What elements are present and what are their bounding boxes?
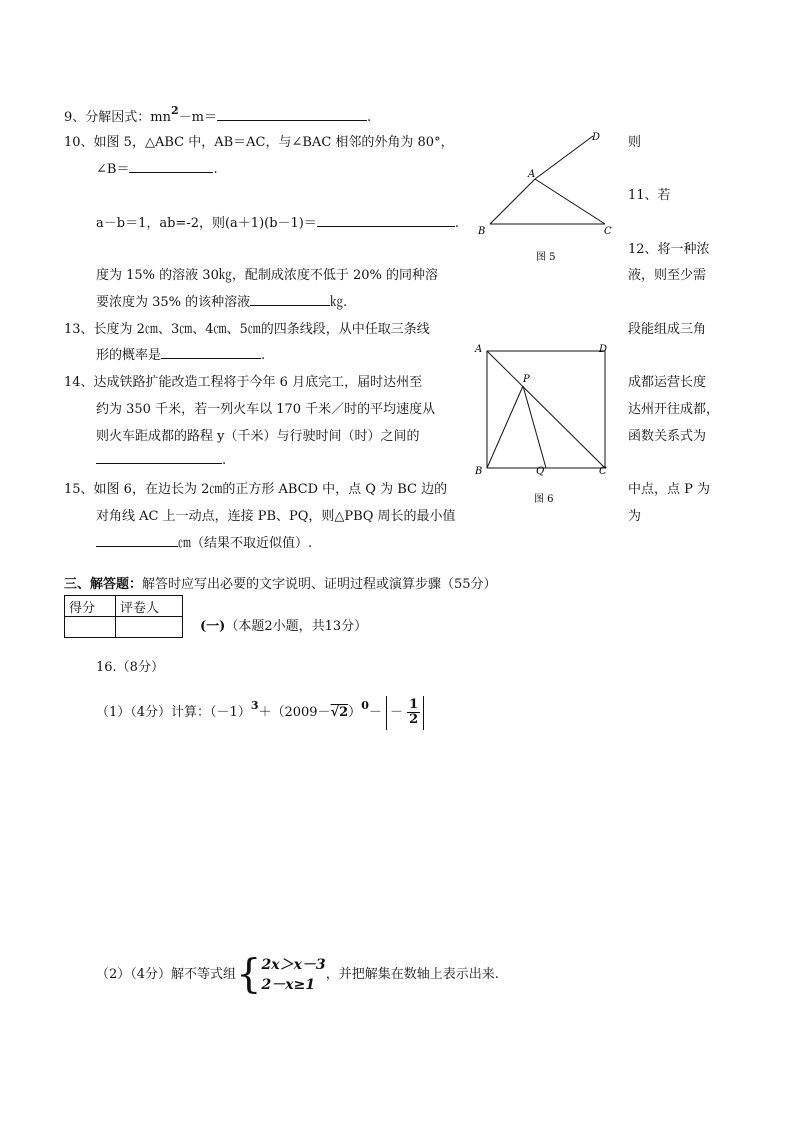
score-cell[interactable] <box>65 617 116 638</box>
q14-line3: 则火车距成都的路程 y（千米）与行驶时间（时）之间的 <box>96 429 420 444</box>
q11-right: 11、若 <box>628 188 671 203</box>
q10-end: . <box>213 162 218 177</box>
q10-answer-blank[interactable] <box>129 160 213 173</box>
question-9 <box>64 104 371 125</box>
section-3-heading <box>64 573 497 592</box>
q14-right2: 达州开往成都， <box>628 402 720 417</box>
q11-end: . <box>454 216 460 231</box>
q16-p1-sign: － <box>390 704 404 720</box>
q9-text: 9、分解因式：mn <box>64 110 171 125</box>
q16-p1-mid: ＋（2009－ <box>258 705 331 720</box>
figure-5 <box>470 126 630 266</box>
fig5-label-c: C <box>604 226 612 237</box>
q9-end: . <box>366 110 372 125</box>
q16-p1-denominator: 2 <box>409 711 419 727</box>
question-11 <box>96 212 459 231</box>
q16-part2 <box>96 952 499 998</box>
fig6-line-pb <box>487 386 523 468</box>
q15-answer-blank[interactable] <box>96 534 178 547</box>
q16-p1-minus: － <box>368 705 382 720</box>
fig5-label-a: A <box>528 169 536 180</box>
q16-p2-label: （2）（4分）解不等式组 <box>96 967 237 982</box>
q12-answer-blank[interactable] <box>250 293 330 306</box>
q16-p1-exp1: 3 <box>250 699 259 712</box>
q16-p2-system <box>262 955 326 995</box>
grader-cell[interactable] <box>116 617 183 638</box>
q12-right1: 12、将一种浓 <box>628 242 710 257</box>
q10-line1: 10、如图 5，△ABC 中，AB＝AC，与∠BAC 相邻的外角为 80°， <box>64 135 454 150</box>
q16-p1-sqrt: √2 <box>330 705 349 720</box>
grader-label: 评卷人 <box>116 596 183 617</box>
q13-line1: 13、长度为 2㎝、3㎝、4㎝、5㎝的四条线段，从中任取三条线 <box>64 322 430 337</box>
question-12-line2 <box>96 291 347 310</box>
q16-p2-rest: ，并把解集在数轴上表示出来. <box>325 967 499 982</box>
part-1-label: (一) <box>200 619 226 634</box>
q13-answer-blank[interactable] <box>161 346 261 359</box>
q13-end: . <box>261 348 266 363</box>
section-3-title: 三、解答题： <box>64 577 143 592</box>
fig5-label-d: D <box>592 132 601 143</box>
q12-line1: 度为 15% 的溶液 30㎏，配制成浓度不低于 20% 的同种溶 <box>96 268 438 283</box>
q16-p1-close: ） <box>348 705 362 720</box>
q9-exponent: 2 <box>170 104 179 117</box>
fig6-label-p: P <box>523 374 530 385</box>
question-15-line3 <box>96 532 312 551</box>
q10-line1-right: 则 <box>628 135 642 150</box>
q16-p2-ineq2: 2－x≥1 <box>261 976 316 993</box>
q16-p1-fraction <box>407 698 420 727</box>
fig5-caption: 图 5 <box>536 252 556 263</box>
q14-right1: 成都运营长度 <box>628 375 707 390</box>
q10-angle-b: ∠B＝ <box>96 162 130 177</box>
fig6-caption: 图 6 <box>534 494 554 505</box>
q14-right3: 函数关系式为 <box>628 429 707 444</box>
score-table <box>64 595 183 638</box>
q14-answer-blank[interactable] <box>96 451 222 464</box>
fig5-line-ba <box>490 179 535 224</box>
q14-end: . <box>222 453 227 468</box>
q15-right1: 中点，点 P 为 <box>628 482 711 497</box>
q9-answer-blank[interactable] <box>217 108 367 121</box>
q15-end: ㎝（结果不取近似值）. <box>178 536 313 551</box>
q11-answer-blank[interactable] <box>317 214 455 227</box>
q12-right2: 液，则至少需 <box>628 268 707 283</box>
question-14-line4 <box>96 451 226 468</box>
fig5-label-b: B <box>478 226 486 237</box>
q14-line1: 14、达成铁路扩能改造工程将于今年 6 月底完工，届时达州至 <box>64 375 423 390</box>
q16-p2-brace: { <box>236 951 262 998</box>
question-13-line2 <box>96 344 265 363</box>
q16-p1-numerator: 1 <box>409 696 419 712</box>
q11-text: a－b＝1，ab=-2，则(a＋1)(b－1)＝ <box>96 216 317 231</box>
q15-right2: 为 <box>628 509 642 524</box>
part-1-desc: （本题2小题，共13分） <box>225 619 368 634</box>
q16-p1-label: （1）（4分）计算：（－1） <box>96 705 251 720</box>
fig6-diagonal-ac <box>487 351 605 468</box>
q15-line1: 15、如图 6，在边长为 2㎝的正方形 ABCD 中，点 Q 为 BC 边的 <box>64 482 448 497</box>
q13-line2: 形的概率是 <box>96 348 162 363</box>
score-label: 得分 <box>65 596 116 617</box>
fig6-label-c: C <box>599 466 607 477</box>
section-3-desc: 解答时应写出必要的文字说明、证明过程或演算步骤（55分） <box>142 577 497 592</box>
question-10-line2 <box>96 158 218 177</box>
q12-end: ㎏. <box>330 295 348 310</box>
fig6-label-b: B <box>475 466 483 477</box>
q14-line2: 约为 350 千米，若一列火车以 170 千米／时的平均速度从 <box>96 402 436 417</box>
q16-p2-ineq1: 2x＞x－3 <box>261 956 326 973</box>
q16-title: 16.（8分） <box>96 660 164 675</box>
fig5-line-ca <box>535 179 605 224</box>
q16-part1 <box>96 686 424 726</box>
q16-p1-exp2: 0 <box>361 699 369 712</box>
q13-right1: 段能组成三角 <box>628 322 707 337</box>
q15-line2: 对角线 AC 上一动点，连接 PB、PQ，则△PBQ 周长的最小值 <box>96 509 456 524</box>
fig6-label-d: D <box>599 344 608 355</box>
part-1-heading <box>200 615 367 634</box>
fig6-label-a: A <box>475 344 483 355</box>
fig6-label-q: Q <box>536 466 545 477</box>
q12-line2: 要浓度为 35% 的该种溶液 <box>96 295 251 310</box>
q9-rest: －m＝ <box>178 110 217 125</box>
q16-p1-absolute-value <box>386 696 424 730</box>
fig5-line-ad <box>535 136 593 179</box>
figure-6 <box>470 340 620 510</box>
